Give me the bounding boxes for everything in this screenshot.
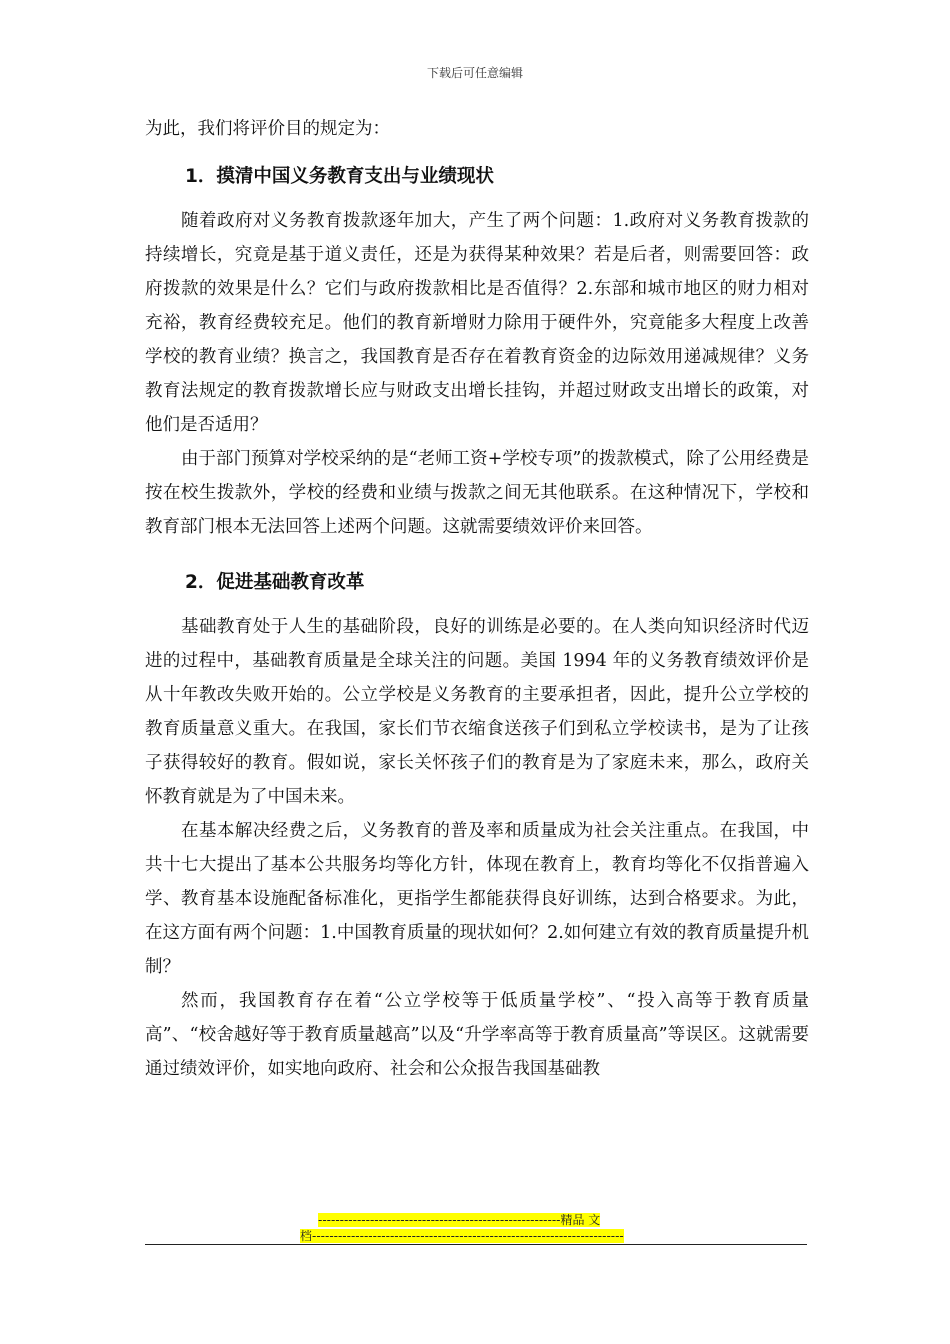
- page-header: 下载后可任意编辑: [426, 66, 523, 80]
- section-2-heading: 2．促进基础教育改革: [185, 572, 365, 593]
- section-2-paragraph-3: 然而，我国教育存在着“公立学校等于低质量学校”、“投入高等于教育质量高”、“校舍越好等于教育质量越高”以及“升学率高等于教育质量高”等误区。这就需要通过绩效评价，如实地向政府、社会和公众报告我国基础教: [145, 991, 809, 1079]
- section-2-paragraph-1: 基础教育处于人生的基础阶段，良好的训练是必要的。在人类向知识经济时代迈进的过程中，基础教育质量是全球关注的问题。美国 1994 年的义务教育绩效评价是从十年教改失败开始的。公立学校是义务教育的主要承担者，因此，提升公立学校的教育质量意义重大。在我国，家长们节衣缩食送孩子们到私立学校读书，是为了让孩子获得较好的教育。假如说，家长关怀孩子们的教育是为了家庭未来，那么，政府关怀教育就是为了中国未来。: [145, 617, 809, 807]
- footer-line-1: --------------------------------------------------------精品 文: [318, 1213, 601, 1227]
- section-2-paragraph-2: 在基本解决经费之后，义务教育的普及率和质量成为社会关注重点。在我国，中共十七大提出了基本公共服务均等化方针，体现在教育上，教育均等化不仅指普遍入学、教育基本设施配备标准化，更指学生都能获得良好训练，达到合格要求。为此，在这方面有两个问题：1.中国教育质量的现状如何？2.如何建立有效的教育质量提升机制？: [145, 821, 809, 977]
- intro-paragraph: 为此，我们将评价目的规定为：: [145, 119, 390, 139]
- section-1-paragraph-1: 随着政府对义务教育拨款逐年加大，产生了两个问题：1.政府对义务教育拨款的持续增长，究竟是基于道义责任，还是为获得某种效果？若是后者，则需要回答：政府拨款的效果是什么？它们与政府拨款相比是否值得？2.东部和城市地区的财力相对充裕，教育经费较充足。他们的教育新增财力除用于硬件外，究竟能多大程度上改善学校的教育业绩？换言之，我国教育是否存在着教育资金的边际效用递减规律？义务教育法规定的教育拨款增长应与财政支出增长挂钩，并超过财政支出增长的政策，对他们是否适用？: [145, 211, 809, 435]
- footer-line-2: 档------------------------------------------------------------------------: [300, 1229, 624, 1243]
- section-1-heading: 1．摸清中国义务教育支出与业绩现状: [185, 166, 494, 187]
- footer-watermark: [300, 1212, 650, 1244]
- document-body: [145, 112, 809, 1086]
- section-1-paragraph-2: 由于部门预算对学校采纳的是“老师工资+学校专项”的拨款模式，除了公用经费是按在校生拨款外，学校的经费和业绩与拨款之间无其他联系。在这种情况下，学校和教育部门根本无法回答上述两个问题。这就需要绩效评价来回答。: [145, 449, 809, 537]
- footer-divider: [145, 1244, 807, 1245]
